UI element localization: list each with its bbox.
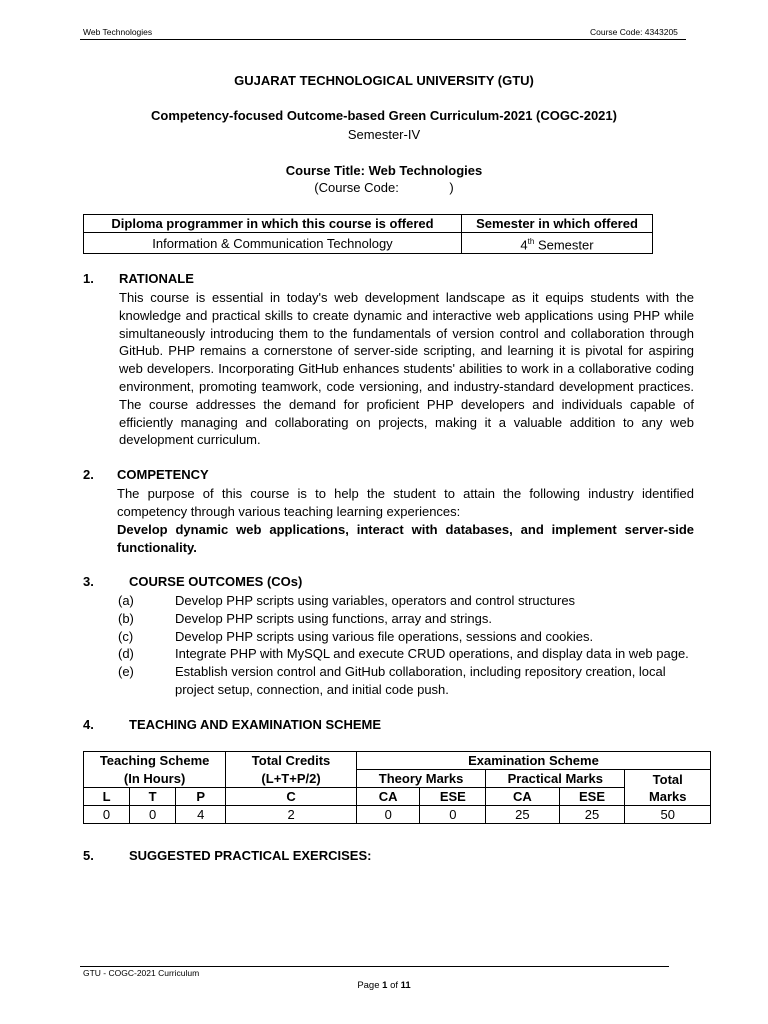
sub-header-theory-ca: CA	[356, 788, 420, 806]
offer-semester-sup: th	[527, 237, 535, 246]
outcome-label: (d)	[118, 646, 134, 662]
total-label: Total	[652, 771, 683, 787]
header-left: Web Technologies	[83, 27, 153, 37]
page-number	[0, 980, 768, 991]
outcome-text: Integrate PHP with MySQL and execute CRUD operations, and display data in web page.	[175, 646, 689, 662]
in-hours-label: (In Hours)	[84, 770, 226, 788]
value-p: 4	[176, 806, 226, 824]
outcome-text: Develop PHP scripts using variables, operators and control structures	[175, 593, 576, 608]
sub-header-c: C	[226, 788, 357, 806]
practical-marks-header: Practical Marks	[486, 770, 625, 788]
outcome-item	[118, 610, 696, 628]
value-theory-ca: 0	[356, 806, 420, 824]
exam-scheme-header: Examination Scheme	[356, 752, 710, 770]
offer-semester-number: 4	[520, 237, 528, 253]
offer-header-semester: Semester in which offered	[462, 215, 653, 233]
scheme-title: TEACHING AND EXAMINATION SCHEME	[129, 717, 382, 732]
offer-semester	[462, 233, 653, 254]
rationale-title: RATIONALE	[119, 271, 194, 286]
footer-divider	[80, 966, 669, 967]
rationale-text: This course is essential in today's web development landscape as it equips students with the knowledge and practical skills to create dynamic and interactive web applications using PHP while simultaneously introducing them to the fundamentals of version control and collaboration through GitHub. PHP remains a cornerstone of server-side scripting, and learning it is pivotal for aspiring web developers. Incorporating GitHub enhances students' abilities to work in a collaborative coding environment, promoting teamwork, code versioning, and industry-standard development practices. The course addresses the demand for proficient PHP developers and individuals capable of efficiently managing and collaborating on projects, making it a valuable addition to any web development curriculum.	[119, 290, 694, 448]
outcome-item	[118, 592, 696, 610]
outcome-label: (b)	[118, 610, 134, 626]
value-theory-ese: 0	[420, 806, 486, 824]
footer-left: GTU - COGC-2021 Curriculum	[83, 968, 200, 978]
course-code-line: (Course Code: )	[314, 180, 454, 195]
sub-header-l: L	[84, 788, 130, 806]
sub-header-practical-ese: ESE	[559, 788, 625, 806]
rationale-number: 1.	[83, 271, 94, 286]
outcome-label: (a)	[118, 593, 134, 608]
page-total: 11	[400, 980, 411, 991]
scheme-table	[83, 751, 711, 824]
value-c: 2	[226, 806, 357, 824]
competency-intro: The purpose of this course is to help the student to attain the following industry identified competency through various teaching learning experiences:	[117, 486, 694, 519]
teaching-scheme-header: Teaching Scheme	[84, 752, 226, 770]
outcome-text: Develop PHP scripts using various file operations, sessions and cookies.	[175, 628, 594, 644]
offer-program: Information & Communication Technology	[84, 233, 462, 254]
header-right: Course Code: 4343205	[590, 27, 678, 37]
value-practical-ca: 25	[486, 806, 559, 824]
outcome-label: (c)	[118, 628, 134, 644]
offer-header-program: Diploma programmer in which this course is offered	[84, 215, 462, 233]
practicals-number: 5.	[83, 848, 94, 863]
outcome-label: (e)	[118, 664, 134, 680]
competency-number: 2.	[83, 467, 94, 482]
outcomes-title: COURSE OUTCOMES (COs)	[129, 574, 303, 589]
sub-header-p: P	[176, 788, 226, 806]
competency-title: COMPETENCY	[117, 467, 209, 482]
semester-label: Semester-IV	[347, 127, 421, 142]
total-marks-header	[625, 770, 711, 806]
sub-header-practical-ca: CA	[486, 788, 559, 806]
total-credits-header: Total Credits	[226, 752, 357, 770]
page-of: of	[387, 980, 401, 991]
scheme-number: 4.	[83, 717, 94, 732]
value-t: 0	[130, 806, 176, 824]
practicals-title: SUGGESTED PRACTICAL EXERCISES:	[129, 848, 372, 863]
outcomes-list	[118, 592, 696, 699]
curriculum-title: Competency-focused Outcome-based Green Curriculum-2021 (COGC-2021)	[151, 108, 617, 123]
marks-label: Marks	[648, 788, 687, 804]
value-l: 0	[84, 806, 130, 824]
theory-marks-header: Theory Marks	[356, 770, 485, 788]
outcome-text: Develop PHP scripts using functions, array and strings.	[175, 610, 492, 626]
page-prefix: Page	[357, 980, 383, 991]
sub-header-t: T	[130, 788, 176, 806]
header-divider	[80, 39, 686, 40]
outcome-item	[118, 663, 696, 699]
competency-statement: Develop dynamic web applications, interact with databases, and implement server-side functionality.	[117, 522, 694, 555]
page-current: 1	[382, 980, 388, 991]
value-total-marks: 50	[625, 806, 711, 824]
outcome-item	[118, 645, 696, 663]
value-practical-ese: 25	[559, 806, 625, 824]
offer-table	[83, 214, 653, 254]
sub-header-theory-ese: ESE	[420, 788, 486, 806]
outcome-text: Establish version control and GitHub collaboration, including repository creation, local project setup, connection, and initial code push.	[175, 664, 666, 697]
outcomes-number: 3.	[83, 574, 94, 589]
course-title: Course Title: Web Technologies	[285, 163, 483, 178]
university-title: GUJARAT TECHNOLOGICAL UNIVERSITY (GTU)	[234, 73, 534, 88]
outcome-item	[118, 628, 696, 646]
credits-formula: (L+T+P/2)	[226, 770, 357, 788]
offer-semester-word: Semester	[534, 237, 594, 253]
